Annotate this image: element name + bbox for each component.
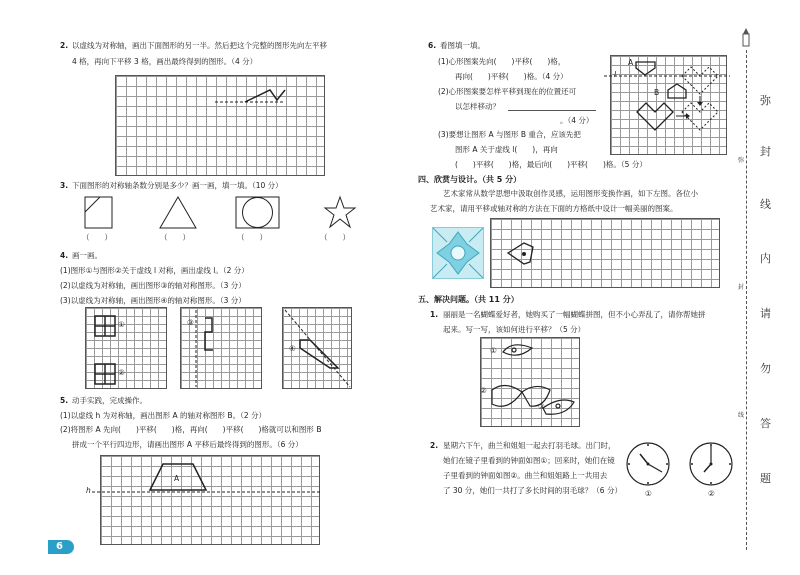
q4-label-2: ② xyxy=(118,368,125,377)
q4-item2: (2)以虚线为对称轴，画出图形③的轴对称图形。（3 分） xyxy=(60,281,246,290)
seal-char-1: 弥 xyxy=(760,94,771,107)
q5-title: 动手实践，完成操作。 xyxy=(72,396,147,405)
seal-char-8: 题 xyxy=(760,472,771,485)
q6-line6: (3)要想让图形 A 与图形 B 重合，应该先把 xyxy=(438,130,581,139)
butterfly-label-1: ① xyxy=(490,346,497,355)
s5q1-number: 1. xyxy=(430,310,439,319)
q4-number: 4. xyxy=(60,251,69,260)
seal-char-2: 封 xyxy=(760,145,771,158)
q2-number: 2. xyxy=(60,41,69,50)
q5-shape-label: A xyxy=(174,474,180,483)
clock-label-1: ① xyxy=(645,489,652,498)
q6-line4: 以怎样移动？ xyxy=(455,102,500,111)
q6-label-b: B xyxy=(654,88,660,97)
clock-label-2: ② xyxy=(708,489,715,498)
butterfly-label-3: ③ xyxy=(538,402,545,411)
q5-number: 5. xyxy=(60,396,69,405)
seal-char-6: 勿 xyxy=(760,362,771,375)
seal-small-3: 线 xyxy=(738,412,745,419)
q6-line5: 。（4 分） xyxy=(560,116,594,125)
q4-label-3: ③ xyxy=(187,318,194,327)
q3-blank-3[interactable]: （ ） xyxy=(237,233,267,242)
q6-label-a: A xyxy=(628,58,634,67)
section4-title: 四、欣赏与设计。（共 5 分） xyxy=(418,175,522,184)
q5-item3: 拼成一个平行四边形，请画出图形 A 平移后最终得到的图形。（6 分） xyxy=(72,440,303,449)
q6-label-l: l xyxy=(614,70,617,79)
q6-line7: 图形 A 关于虚线 l( )，再向 xyxy=(455,145,558,154)
section5-title: 五、解决问题。（共 11 分） xyxy=(418,295,519,304)
section4-p2: 艺术家，请用平移或轴对称的方法在下面的方格纸中设计一幅美丽的图案。 xyxy=(430,204,678,213)
s5q2-line3: 子里看到的钟面如图②。曲兰和姐姐路上一共用去 xyxy=(443,471,608,480)
seal-small-2: 封 xyxy=(738,284,745,291)
seal-char-3: 线 xyxy=(760,198,771,211)
q3-blank-2[interactable]: （ ） xyxy=(160,233,190,242)
q6-line3: (2)心形图案要怎样平移到现在的位置还可 xyxy=(438,87,577,96)
seal-char-4: 内 xyxy=(760,252,771,265)
q6-line1: (1)心形图案先向( )平移( )格， xyxy=(438,57,566,66)
q2-line2: 4 格，再向下平移 3 格，画出最终得到的图形。（4 分） xyxy=(72,57,258,66)
s5q2-line4: 了 30 分，她们一共打了多长时间的羽毛球？（6 分） xyxy=(443,486,622,495)
q4-title: 画一画。 xyxy=(72,251,102,260)
q4-item1: (1)图形①与图形②关于虚线 l 对称，画出虚线 l。（2 分） xyxy=(60,266,249,275)
q6-number: 6. xyxy=(428,41,437,50)
s5q1-line2: 起来。写一写，该如何进行平移？（5 分） xyxy=(443,325,586,334)
q5-item2: (2)将图形 A 先向( )平移( )格，再向( )平移( )格就可以和图形 B xyxy=(60,425,322,434)
s5q2-line2: 她们在镜子里看到的钟面如图①；回来时，她们在镜 xyxy=(443,456,615,465)
page-number: 6 xyxy=(56,541,63,552)
s5q2-line1: 星期六下午，曲兰和姐姐一起去打羽毛球。出门时， xyxy=(443,441,616,450)
q3-blank-1[interactable]: （ ） xyxy=(82,233,112,242)
q5-line-label: h xyxy=(86,486,91,495)
q4-item3: (3)以虚线为对称轴，画出图形④的轴对称图形。（3 分） xyxy=(60,296,246,305)
q4-label-4: ④ xyxy=(289,344,296,353)
s5q1-line1: 丽丽是一名蝴蝶爱好者，她购买了一幅蝴蝶拼图，但不小心弄乱了，请你帮她拼 xyxy=(443,310,706,319)
q6-line8: ( )平移( )格，最后向( )平移( )格。（5 分） xyxy=(455,160,647,169)
q3-blank-4[interactable]: （ ） xyxy=(320,233,350,242)
q4-label-1: ① xyxy=(118,320,125,329)
seal-small-1: 弥 xyxy=(738,157,745,164)
q3-number: 3. xyxy=(60,181,69,190)
seal-char-7: 答 xyxy=(760,417,771,430)
seal-char-5: 请 xyxy=(760,307,771,320)
butterfly-label-2: ② xyxy=(480,386,487,395)
q2-line1: 以虚线为对称轴，画出下面图形的另一半。然后把这个完整的图形先向左平移 xyxy=(72,41,327,50)
s5q2-number: 2. xyxy=(430,441,439,450)
q6-line2: 再向( )平移( )格。（4 分） xyxy=(455,72,568,81)
q3-text: 下面图形的对称轴条数分别是多少？画一画，填一填。（10 分） xyxy=(72,181,283,190)
q5-item1: (1)以虚线 h 为对称轴，画出图形 A 的轴对称图形 B。（2 分） xyxy=(60,411,266,420)
q6-title: 看图填一填。 xyxy=(440,41,485,50)
section4-p1: 艺术家常从数学思想中汲取创作灵感，运用图形变换作画，如下左图。各位小 xyxy=(443,189,698,198)
